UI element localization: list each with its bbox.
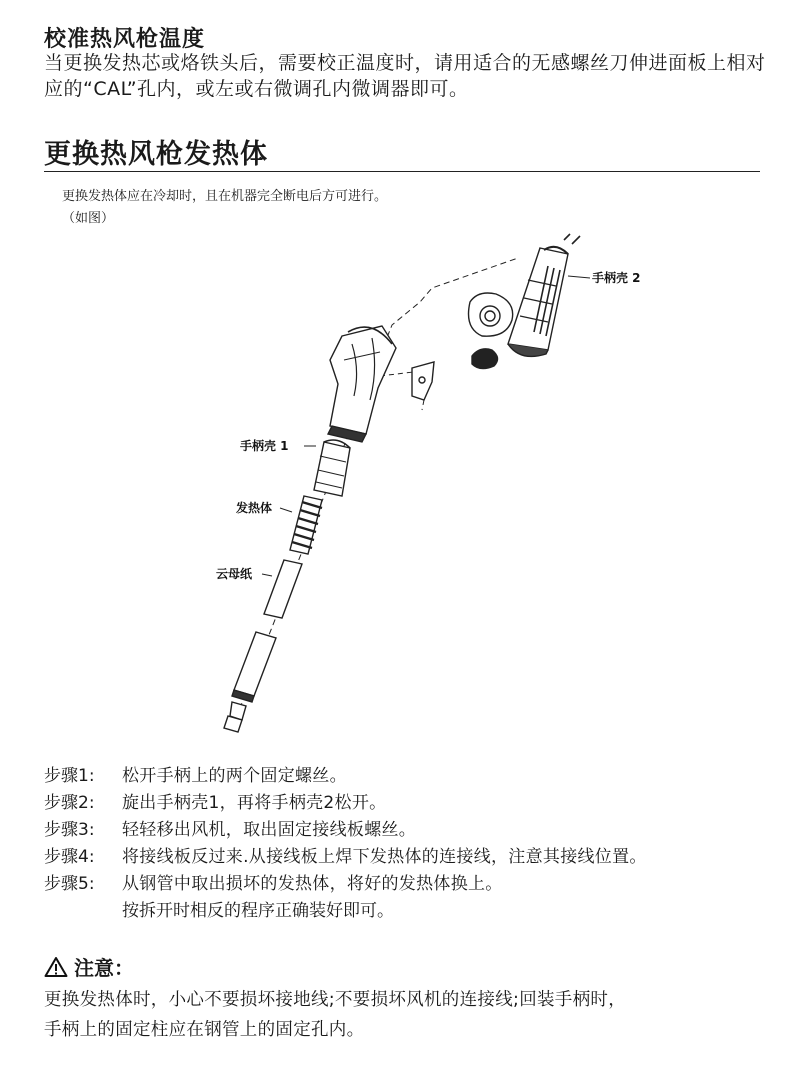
calibration-paragraph: 当更换发热芯或烙铁头后，需要校正温度时，请用适合的无感螺丝刀伸进面板上相对应的“CAL”孔内，或左或右微调孔内微调器即可。: [44, 52, 766, 100]
step-item: [44, 790, 647, 817]
label-mica-paper: 云母纸: [216, 567, 253, 581]
section-divider: [44, 171, 760, 172]
step-text: 将接线板反过来.从接线板上焊下发热体的连接线，注意其接线位置。: [122, 847, 647, 867]
step-label: 步骤4:: [44, 847, 95, 867]
step-item: [44, 763, 647, 790]
warning-triangle-icon: [44, 956, 68, 978]
attention-title: 注意：: [74, 956, 134, 980]
calibration-title: 校准热风枪温度: [44, 27, 206, 52]
replace-heater-title: 更换热风枪发热体: [44, 139, 268, 170]
label-handle-shell-1: 手柄壳 1: [240, 439, 289, 453]
handle-shell-2-part: [508, 234, 580, 356]
attention-heading: [44, 952, 134, 981]
label-heater: 发热体: [236, 501, 273, 515]
replace-note-line-2: （如图）: [62, 211, 115, 226]
step-label: 步骤1:: [44, 766, 95, 786]
handle-shell-1-part: [314, 440, 350, 496]
heater-part: [290, 496, 322, 554]
fan-housing-part: [469, 293, 513, 369]
replace-note-line-1: 更换发热体应在冷却时，且在机器完全断电后方可进行。: [62, 189, 388, 204]
attention-text-line-2: 手柄上的固定柱应在钢管上的固定孔内。: [44, 1020, 365, 1040]
step-item: [44, 817, 647, 844]
mica-paper-part: [264, 560, 302, 618]
label-handle-shell-2: 手柄壳 2: [592, 271, 641, 285]
step-label: 步骤2:: [44, 793, 95, 813]
step-item: [44, 844, 647, 871]
step-text: 松开手柄上的两个固定螺丝。: [122, 766, 347, 786]
step-text: 轻轻移出风机，取出固定接线板螺丝。: [122, 820, 417, 840]
terminal-plate-part: [412, 362, 434, 400]
step-text: 旋出手柄壳1，再将手柄壳2松开。: [122, 793, 387, 813]
attention-text: [44, 985, 784, 1045]
handle-body-part: [328, 326, 396, 442]
exploded-diagram: [0, 220, 800, 750]
step-label: 步骤3:: [44, 820, 95, 840]
step-text: 从钢管中取出损坏的发热体，将好的发热体换上。: [122, 874, 503, 894]
steel-tube-part: [224, 632, 276, 732]
step-item: [44, 871, 647, 898]
steps-list: [44, 763, 647, 925]
steps-continuation: 按拆开时相反的程序正确装好即可。: [122, 901, 394, 921]
attention-text-line-1: 更换发热体时，小心不要损坏接地线;不要损坏风机的连接线;回装手柄时，: [44, 990, 626, 1010]
step-label: 步骤5:: [44, 874, 95, 894]
